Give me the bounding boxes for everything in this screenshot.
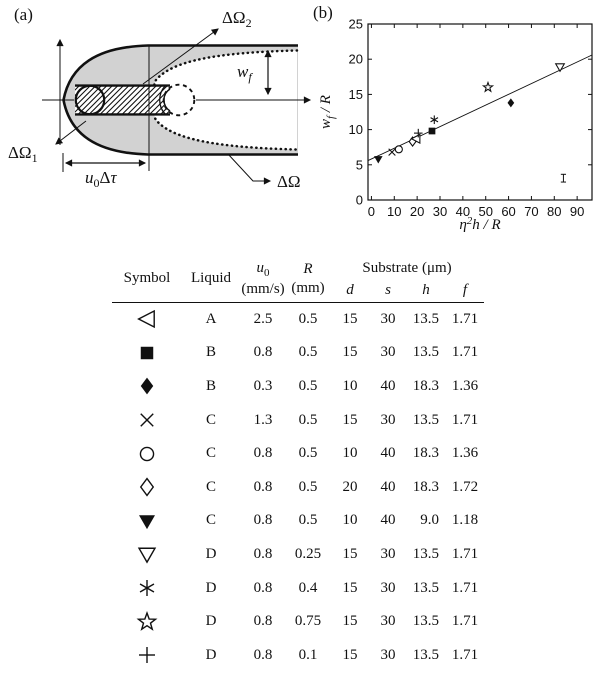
table-row — [112, 504, 484, 538]
marker-circle-open — [395, 146, 402, 153]
cell-h: 18.3 — [412, 377, 439, 394]
y-tick-label: 5 — [355, 157, 363, 173]
cell-f: 1.71 — [451, 411, 479, 428]
diagram-panel-a — [0, 0, 330, 250]
col-header-s: s — [370, 280, 406, 302]
cell-f: 1.71 — [451, 310, 479, 327]
marker-triangle-down-open — [556, 64, 565, 71]
x-tick-label: 90 — [569, 204, 585, 219]
error-bar — [561, 174, 566, 182]
cell-liquid: D — [205, 613, 217, 630]
cell-u0: 0.8 — [253, 445, 273, 462]
y-tick-label: 0 — [355, 192, 363, 208]
cell-u0: 0.8 — [253, 613, 273, 630]
cell-d: 15 — [342, 545, 358, 562]
cell-liquid: C — [205, 445, 216, 462]
cell-u0: 0.3 — [253, 377, 273, 394]
col-header-d: d — [330, 280, 370, 302]
y-tick-label: 10 — [348, 122, 363, 138]
marker-circle-open — [140, 447, 153, 460]
cell-d: 10 — [342, 377, 358, 394]
col-header-substrate: Substrate (μm) — [362, 259, 452, 276]
cell-u0: 1.3 — [253, 411, 273, 428]
marker-star-open — [483, 83, 492, 92]
legend-table-body — [112, 302, 484, 672]
symbol-cell-star-open — [112, 605, 182, 639]
cell-s: 40 — [380, 512, 396, 529]
cell-f: 1.71 — [451, 646, 479, 663]
cell-d: 15 — [342, 613, 358, 630]
cell-s: 30 — [380, 310, 396, 327]
axis-ticks — [349, 17, 592, 220]
marker-diamond-open — [141, 479, 153, 496]
cell-d: 15 — [342, 646, 358, 663]
symbol-cell-diamond-open — [112, 470, 182, 504]
plot-panel-b — [300, 0, 600, 250]
cell-R: 0.1 — [298, 646, 318, 663]
data-points — [374, 64, 564, 164]
cell-R: 0.5 — [298, 411, 318, 428]
plot-frame — [368, 24, 592, 200]
marker-triangle-left-open — [139, 311, 155, 327]
x-tick-label: 70 — [524, 204, 539, 219]
cell-h: 9.0 — [420, 512, 439, 529]
label-delta-omega: ΔΩ — [277, 172, 301, 191]
cell-h: 18.3 — [412, 478, 439, 495]
marker-star-open — [138, 613, 155, 629]
cell-u0: 0.8 — [253, 646, 273, 663]
symbol-cell-plus — [112, 638, 182, 672]
x-tick-label: 30 — [432, 204, 448, 219]
cell-s: 30 — [380, 545, 396, 562]
col-header-liquid: Liquid — [182, 256, 240, 302]
cell-liquid: D — [205, 646, 217, 663]
cell-d: 15 — [342, 579, 358, 596]
x-tick-label: 40 — [455, 204, 471, 219]
cell-R: 0.75 — [294, 613, 322, 630]
panel-b-label: (b) — [313, 3, 333, 22]
marker-diamond-filled — [508, 98, 515, 107]
cell-s: 40 — [380, 377, 396, 394]
cell-u0: 0.8 — [253, 579, 273, 596]
table-row — [112, 638, 484, 672]
symbol-cell-triangle-down-filled — [112, 504, 182, 538]
x-tick-label: 50 — [478, 204, 493, 219]
cell-f: 1.71 — [451, 344, 479, 361]
cell-u0: 0.8 — [253, 344, 273, 361]
table-row — [112, 403, 484, 437]
delta-omega-arrow — [228, 154, 270, 181]
cell-h: 13.5 — [412, 646, 439, 663]
cell-u0: 0.8 — [253, 545, 273, 562]
symbol-cell-square-filled — [112, 336, 182, 370]
cell-h: 18.3 — [412, 445, 439, 462]
cell-h: 13.5 — [412, 411, 439, 428]
cell-f: 1.71 — [451, 613, 479, 630]
y-tick-label: 15 — [348, 86, 363, 102]
table-row — [112, 370, 484, 404]
cell-s: 40 — [380, 445, 396, 462]
marker-asterisk — [431, 115, 438, 124]
cell-d: 15 — [342, 411, 358, 428]
label-u0-dt: $u_0\Delta\tau$ — [85, 168, 117, 190]
cell-s: 40 — [380, 478, 396, 495]
cell-liquid: D — [205, 579, 217, 596]
cell-h: 13.5 — [412, 579, 439, 596]
table-row — [112, 571, 484, 605]
label-delta-omega-2: $\Delta\Omega_2$ — [222, 8, 252, 30]
cell-f: 1.36 — [451, 445, 479, 462]
marker-triangle-down-filled — [139, 515, 155, 529]
cell-u0: 0.8 — [253, 478, 273, 495]
marker-triangle-down-open — [139, 549, 155, 563]
cell-u0: 0.8 — [253, 512, 273, 529]
cell-liquid: C — [205, 512, 216, 529]
x-tick-label: 20 — [409, 204, 425, 219]
plot-area — [349, 17, 592, 220]
cell-liquid: A — [205, 310, 217, 327]
symbol-cell-diamond-filled — [112, 370, 182, 404]
cell-f: 1.18 — [451, 512, 479, 529]
symbol-cell-asterisk — [112, 571, 182, 605]
cell-liquid: D — [205, 545, 217, 562]
cell-f: 1.71 — [451, 545, 479, 562]
marker-x-cross — [389, 149, 396, 156]
symbol-cell-circle-open — [112, 437, 182, 471]
x-axis-label: $\eta^2h$ / R — [459, 215, 501, 233]
cell-f: 1.36 — [451, 377, 479, 394]
cell-h: 13.5 — [412, 344, 439, 361]
cell-R: 0.25 — [294, 545, 322, 562]
cell-h: 13.5 — [412, 545, 439, 562]
fit-line — [368, 55, 592, 161]
col-header-R: R (mm) — [286, 256, 330, 302]
cell-d: 15 — [342, 344, 358, 361]
x-tick-label: 80 — [547, 204, 562, 219]
label-wf: $w_f$ — [237, 62, 252, 84]
cell-d: 20 — [342, 478, 358, 495]
cell-f: 1.71 — [451, 579, 479, 596]
cell-s: 30 — [380, 411, 396, 428]
y-tick-label: 20 — [348, 51, 363, 67]
cell-d: 15 — [342, 310, 358, 327]
x-tick-label: 10 — [387, 204, 402, 219]
y-tick-label: 25 — [348, 16, 363, 32]
table-row — [112, 336, 484, 370]
cell-R: 0.5 — [298, 344, 318, 361]
col-header-symbol: Symbol — [112, 256, 182, 302]
marker-asterisk — [140, 580, 154, 596]
cell-h: 13.5 — [412, 613, 439, 630]
cell-R: 0.5 — [298, 445, 318, 462]
y-axis-label: $w_f$ / R — [318, 95, 337, 129]
cell-d: 10 — [342, 445, 358, 462]
cell-u0: 2.5 — [253, 310, 273, 327]
marker-x-cross — [141, 414, 153, 426]
table-row — [112, 470, 484, 504]
marker-plus — [139, 647, 155, 663]
cell-R: 0.4 — [298, 579, 318, 596]
cell-R: 0.5 — [298, 377, 318, 394]
cell-R: 0.5 — [298, 478, 318, 495]
table-row — [112, 437, 484, 471]
cell-liquid: B — [205, 344, 216, 361]
table-row — [112, 605, 484, 639]
col-header-u0: $u_0$ (mm/s) — [240, 256, 286, 302]
marker-plus — [414, 129, 423, 138]
marker-square-filled — [429, 128, 436, 135]
label-delta-omega-1: $\Delta\Omega_1$ — [8, 143, 38, 165]
cell-f: 1.72 — [451, 478, 479, 495]
marker-triangle-down-filled — [374, 156, 383, 163]
cell-h: 13.5 — [412, 310, 439, 327]
cell-s: 30 — [380, 613, 396, 630]
col-header-f: f — [446, 280, 484, 302]
symbol-cell-triangle-left-open — [112, 302, 182, 336]
cell-s: 30 — [380, 344, 396, 361]
marker-square-filled — [141, 347, 153, 359]
x-tick-label: 0 — [367, 204, 376, 219]
symbol-cell-triangle-down-open — [112, 538, 182, 572]
panel-a-label: (a) — [14, 5, 33, 24]
cell-R: 0.5 — [298, 512, 318, 529]
cell-d: 10 — [342, 512, 358, 529]
cell-R: 0.5 — [298, 310, 318, 327]
table-row — [112, 302, 484, 336]
cell-liquid: C — [205, 478, 216, 495]
fiber-tube — [72, 83, 194, 117]
cell-s: 30 — [380, 646, 396, 663]
cell-liquid: B — [205, 377, 216, 394]
legend-table — [112, 256, 484, 672]
cell-liquid: C — [205, 411, 216, 428]
marker-diamond-filled — [141, 378, 153, 395]
x-tick-label: 60 — [501, 204, 516, 219]
symbol-cell-x-cross — [112, 403, 182, 437]
cell-s: 30 — [380, 579, 396, 596]
col-header-h: h — [406, 280, 446, 302]
table-row — [112, 538, 484, 572]
